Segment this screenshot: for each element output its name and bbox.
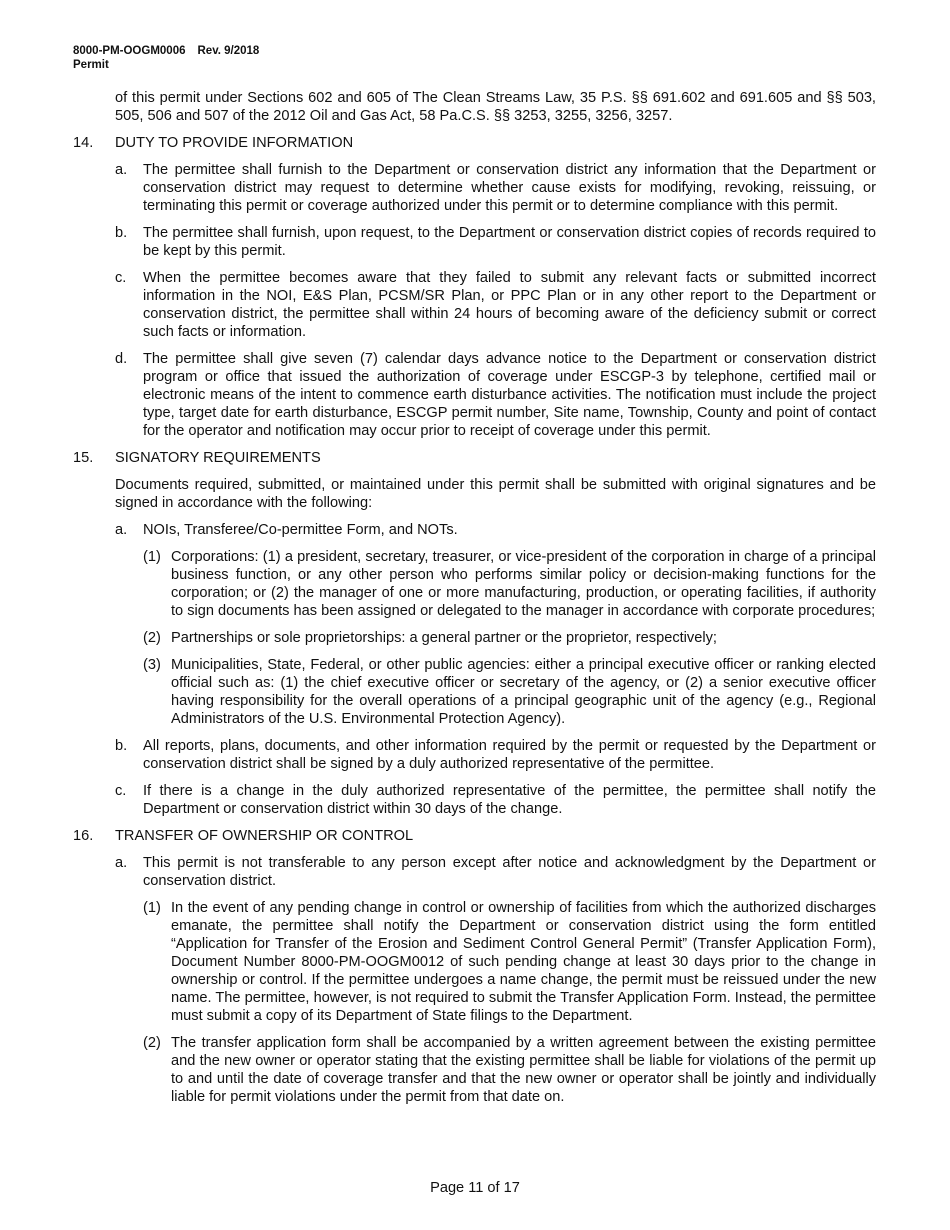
item-text: All reports, plans, documents, and other information required by the permit or requested by the Department or conservation district shall be signed by a duly authorized representative of the permittee. [143,738,876,772]
item-label: a. [115,162,128,178]
section-title: DUTY TO PROVIDE INFORMATION [115,135,354,151]
section-title: TRANSFER OF OWNERSHIP OR CONTROL [115,828,414,844]
item-text: If there is a change in the duly authorized representative of the permittee, the permittee shall notify the Department or conservation district within 30 days of the change. [143,783,876,817]
section-intro-paragraph: Documents required, submitted, or maintained under this permit shall be submitted with original signatures and be signed in accordance with the following: [115,477,876,511]
sub-item-text: Partnerships or sole proprietorships: a general partner or the proprietor, respectively; [171,630,717,646]
intro-paragraph: of this permit under Sections 602 and 605 of The Clean Streams Law, 35 P.S. §§ 691.602 and 691.605 and §§ 503, 505, 506 and 507 of the 2012 Oil and Gas Act, 58 Pa.C.S. §§ 3253, 3255, 3256, 3257. [115,90,876,124]
item-text: NOIs, Transferee/Co-permittee Form, and NOTs. [143,522,458,538]
doc-type: Permit [73,59,109,71]
section-14-heading [73,134,876,152]
sub-item [143,1034,876,1106]
item-label: b. [115,738,128,754]
document-header [73,44,259,72]
list-item [115,161,876,215]
section-16-heading [73,827,876,845]
list-item [115,224,876,260]
list-item [115,854,876,890]
document-body [73,89,876,1106]
item-label: b. [115,225,128,241]
page-number: Page 11 of 17 [430,1180,520,1196]
sub-item-text: Municipalities, State, Federal, or other public agencies: either a principal executive officer or ranking elected official such as: (1) the chief executive officer or secretary of the agency, or (2) a senior executive officer having responsibility for the overall operations of a principal geographic unit of the agency (e.g., Regional Administrators of the U.S. Environmental Protection Agency). [171,657,876,727]
list-item [115,782,876,818]
item-text: When the permittee becomes aware that they failed to submit any relevant facts or submitted incorrect information in the NOI, E&S Plan, PCSM/SR Plan, or PPC Plan or in any other report to the Department or conservation district, the permittee shall within 24 hours of becoming aware of the deficiency submit or correct such facts or information. [143,270,876,340]
sub-item-label: (1) [143,549,161,565]
item-label: d. [115,351,128,367]
section-number: 15. [73,450,94,466]
sub-item-label: (1) [143,900,161,916]
section-15-heading [73,449,876,467]
sub-item [143,548,876,620]
sub-item-text: In the event of any pending change in control or ownership of facilities from which the authorized discharges emanate, the permittee shall notify the Department or conservation district using the form entitled “Application for Transfer of the Erosion and Sediment Control General Permit” (Transfer Application Form), Document Number 8000-PM-OOGM0012 of such pending change at least 30 days prior to the change in ownership or control. If the permittee undergoes a name change, the permit must be reissued under the new name. The permittee, however, is not required to submit the Transfer Application Form. Instead, the permittee must submit a copy of its Department of State filings to the Department. [171,900,876,1024]
list-item [115,521,876,539]
sub-item [143,656,876,728]
section-number: 14. [73,135,94,151]
item-text: The permittee shall furnish to the Department or conservation district any information that the Department or conservation district may request to determine whether cause exists for modifying, revoking, reissuing, or terminating this permit or coverage authorized under this permit or to determine compliance with this permit. [143,162,876,214]
item-label: c. [115,783,127,799]
sub-item [143,629,876,647]
sub-item-label: (2) [143,1035,161,1051]
sub-item-label: (3) [143,657,161,673]
item-text: The permittee shall give seven (7) calendar days advance notice to the Department or conservation district program or office that issued the authorization of coverage under ESCGP-3 by telephone, certified mail or electronic means of the intent to commence earth disturbance activities. The notification must include the project type, target date for earth disturbance, ESCGP permit number, Site name, Township, County and point of contact for the operator and notification may occur prior to receipt of coverage under this permit. [143,351,876,439]
list-item [115,350,876,440]
doc-revision: Rev. 9/2018 [197,45,260,57]
sub-item-text: Corporations: (1) a president, secretary, treasurer, or vice-president of the corporation in charge of a principal business function, or any other person who performs similar policy or decision-making functions for the corporation; or (2) the manager of one or more manufacturing, production, or operating facilities, if authority to sign documents has been assigned or delegated to the manager in accordance with corporate procedures; [171,549,876,619]
doc-number: 8000-PM-OOGM0006 [73,45,186,57]
list-item [115,269,876,341]
list-item [115,737,876,773]
sub-item-label: (2) [143,630,161,646]
section-title: SIGNATORY REQUIREMENTS [115,450,321,466]
item-label: a. [115,855,128,871]
section-number: 16. [73,828,94,844]
item-label: a. [115,522,128,538]
item-text: The permittee shall furnish, upon request, to the Department or conservation district copies of records required to be kept by this permit. [143,225,876,259]
item-text: This permit is not transferable to any person except after notice and acknowledgment by the Department or conservation district. [143,855,876,889]
sub-item [143,899,876,1025]
item-label: c. [115,270,127,286]
sub-item-text: The transfer application form shall be accompanied by a written agreement between the existing permittee and the new owner or operator stating that the existing permittee shall be liable for violations of the permit up to and until the date of coverage transfer and that the new owner or operator shall be jointly and individually liable for permit violations under the permit from that date on. [171,1035,876,1105]
